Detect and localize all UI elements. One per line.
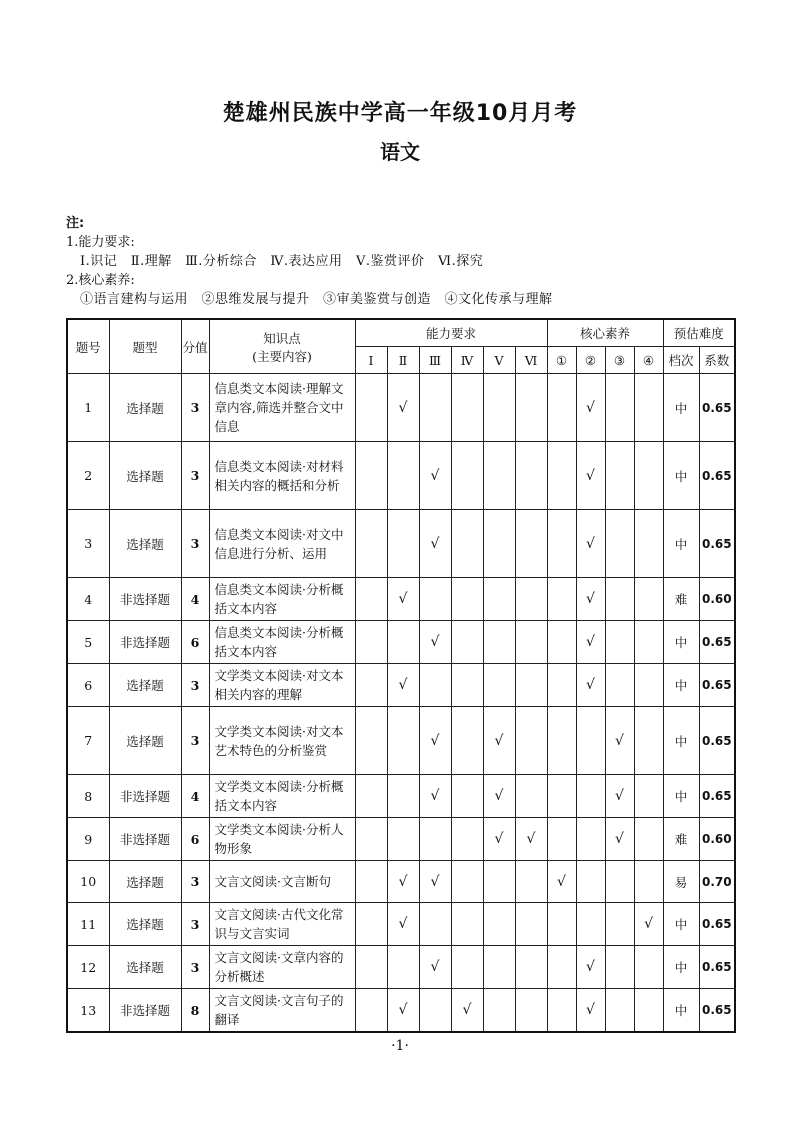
cell-ability-3: √ bbox=[419, 510, 451, 578]
cell-ability-1 bbox=[355, 664, 387, 707]
cell-ability-6 bbox=[515, 621, 547, 664]
cell-core-4 bbox=[634, 818, 663, 861]
cell-ability-2 bbox=[387, 621, 419, 664]
cell-ability-4 bbox=[451, 578, 483, 621]
cell-ability-5 bbox=[483, 442, 515, 510]
cell-core-2: √ bbox=[576, 621, 605, 664]
cell-ability-6 bbox=[515, 442, 547, 510]
cell-core-1 bbox=[547, 775, 576, 818]
cell-ability-4 bbox=[451, 664, 483, 707]
cell-ability-4: √ bbox=[451, 989, 483, 1033]
cell-ability-2 bbox=[387, 510, 419, 578]
ability-title: 1.能力要求: bbox=[66, 235, 135, 250]
cell-level: 中 bbox=[663, 903, 699, 946]
header-core-3: ③ bbox=[605, 347, 634, 374]
cell-core-3 bbox=[605, 442, 634, 510]
cell-type: 选择题 bbox=[109, 903, 181, 946]
cell-level: 中 bbox=[663, 707, 699, 775]
cell-ability-5 bbox=[483, 374, 515, 442]
cell-score: 3 bbox=[181, 861, 209, 903]
cell-knowledge: 文言文阅读·文言句子的翻译 bbox=[209, 989, 355, 1033]
cell-ability-1 bbox=[355, 578, 387, 621]
cell-level: 难 bbox=[663, 818, 699, 861]
table-row bbox=[67, 374, 735, 442]
cell-ability-4 bbox=[451, 707, 483, 775]
cell-score: 4 bbox=[181, 578, 209, 621]
header-core-4: ④ bbox=[634, 347, 663, 374]
cell-core-3 bbox=[605, 861, 634, 903]
cell-ability-4 bbox=[451, 374, 483, 442]
cell-ability-5: √ bbox=[483, 775, 515, 818]
cell-core-4 bbox=[634, 946, 663, 989]
cell-core-3 bbox=[605, 989, 634, 1033]
cell-core-4 bbox=[634, 707, 663, 775]
cell-score: 4 bbox=[181, 775, 209, 818]
cell-level: 难 bbox=[663, 578, 699, 621]
cell-ability-6: √ bbox=[515, 818, 547, 861]
cell-score: 3 bbox=[181, 707, 209, 775]
cell-ability-6 bbox=[515, 707, 547, 775]
cell-ability-4 bbox=[451, 510, 483, 578]
cell-type: 非选择题 bbox=[109, 578, 181, 621]
cell-ability-3 bbox=[419, 578, 451, 621]
notes-section bbox=[66, 214, 766, 309]
notes-head: 注: bbox=[66, 216, 85, 231]
cell-ability-5 bbox=[483, 510, 515, 578]
cell-ability-2 bbox=[387, 818, 419, 861]
cell-ability-3 bbox=[419, 818, 451, 861]
cell-level: 中 bbox=[663, 775, 699, 818]
cell-core-4 bbox=[634, 442, 663, 510]
cell-knowledge: 信息类文本阅读·分析概括文本内容 bbox=[209, 578, 355, 621]
cell-ability-3 bbox=[419, 664, 451, 707]
header-row-1 bbox=[67, 319, 735, 347]
cell-core-3 bbox=[605, 578, 634, 621]
table-row bbox=[67, 818, 735, 861]
cell-ability-6 bbox=[515, 989, 547, 1033]
cell-core-1 bbox=[547, 621, 576, 664]
cell-core-4 bbox=[634, 374, 663, 442]
cell-core-2 bbox=[576, 818, 605, 861]
cell-ability-6 bbox=[515, 510, 547, 578]
cell-core-2: √ bbox=[576, 664, 605, 707]
header-type: 题型 bbox=[109, 319, 181, 374]
cell-score: 6 bbox=[181, 621, 209, 664]
cell-ability-4 bbox=[451, 442, 483, 510]
cell-coef: 0.70 bbox=[699, 861, 735, 903]
table-row bbox=[67, 989, 735, 1033]
cell-ability-3: √ bbox=[419, 946, 451, 989]
table-row bbox=[67, 903, 735, 946]
cell-coef: 0.60 bbox=[699, 578, 735, 621]
cell-type: 选择题 bbox=[109, 946, 181, 989]
cell-num: 2 bbox=[67, 442, 109, 510]
table-row bbox=[67, 946, 735, 989]
table-row bbox=[67, 578, 735, 621]
header-core: 核心素养 bbox=[547, 319, 663, 347]
cell-ability-5 bbox=[483, 664, 515, 707]
cell-core-2 bbox=[576, 775, 605, 818]
table-row bbox=[67, 621, 735, 664]
cell-ability-2: √ bbox=[387, 664, 419, 707]
cell-level: 中 bbox=[663, 442, 699, 510]
cell-core-1 bbox=[547, 374, 576, 442]
cell-core-1: √ bbox=[547, 861, 576, 903]
cell-core-1 bbox=[547, 903, 576, 946]
cell-ability-5 bbox=[483, 621, 515, 664]
cell-core-1 bbox=[547, 946, 576, 989]
core-title: 2.核心素养: bbox=[66, 273, 135, 288]
core-items: ①语言建构与运用 ②思维发展与提升 ③审美鉴赏与创造 ④文化传承与理解 bbox=[80, 292, 553, 307]
cell-type: 选择题 bbox=[109, 374, 181, 442]
table-row bbox=[67, 664, 735, 707]
cell-type: 选择题 bbox=[109, 664, 181, 707]
cell-knowledge: 文言文阅读·古代文化常识与文言实词 bbox=[209, 903, 355, 946]
cell-ability-3: √ bbox=[419, 621, 451, 664]
cell-ability-4 bbox=[451, 903, 483, 946]
cell-score: 8 bbox=[181, 989, 209, 1033]
cell-core-3: √ bbox=[605, 775, 634, 818]
cell-core-1 bbox=[547, 578, 576, 621]
cell-ability-6 bbox=[515, 903, 547, 946]
cell-ability-5 bbox=[483, 861, 515, 903]
cell-ability-6 bbox=[515, 664, 547, 707]
cell-ability-2 bbox=[387, 707, 419, 775]
cell-ability-1 bbox=[355, 818, 387, 861]
cell-ability-5 bbox=[483, 578, 515, 621]
cell-ability-1 bbox=[355, 374, 387, 442]
cell-level: 中 bbox=[663, 374, 699, 442]
cell-type: 选择题 bbox=[109, 707, 181, 775]
cell-core-4 bbox=[634, 664, 663, 707]
cell-core-3 bbox=[605, 664, 634, 707]
cell-core-3 bbox=[605, 903, 634, 946]
cell-knowledge: 信息类文本阅读·对文中信息进行分析、运用 bbox=[209, 510, 355, 578]
cell-ability-2: √ bbox=[387, 374, 419, 442]
cell-ability-1 bbox=[355, 946, 387, 989]
cell-ability-3 bbox=[419, 903, 451, 946]
cell-ability-4 bbox=[451, 621, 483, 664]
cell-core-4 bbox=[634, 578, 663, 621]
cell-ability-2: √ bbox=[387, 903, 419, 946]
subject-title: 语文 bbox=[380, 140, 420, 164]
cell-level: 中 bbox=[663, 621, 699, 664]
header-core-2: ② bbox=[576, 347, 605, 374]
cell-core-1 bbox=[547, 818, 576, 861]
cell-knowledge: 文学类文本阅读·对文本相关内容的理解 bbox=[209, 664, 355, 707]
question-table bbox=[66, 318, 736, 1033]
cell-coef: 0.65 bbox=[699, 510, 735, 578]
cell-ability-6 bbox=[515, 775, 547, 818]
cell-type: 非选择题 bbox=[109, 989, 181, 1033]
cell-num: 10 bbox=[67, 861, 109, 903]
cell-coef: 0.65 bbox=[699, 989, 735, 1033]
cell-num: 1 bbox=[67, 374, 109, 442]
cell-knowledge: 文学类文本阅读·分析人物形象 bbox=[209, 818, 355, 861]
cell-level: 中 bbox=[663, 664, 699, 707]
header-knowledge-label: 知识点 bbox=[263, 330, 301, 346]
cell-score: 3 bbox=[181, 903, 209, 946]
cell-core-2: √ bbox=[576, 442, 605, 510]
cell-core-2: √ bbox=[576, 578, 605, 621]
cell-score: 3 bbox=[181, 442, 209, 510]
cell-core-4 bbox=[634, 621, 663, 664]
cell-core-4: √ bbox=[634, 903, 663, 946]
cell-ability-5: √ bbox=[483, 818, 515, 861]
cell-ability-5 bbox=[483, 903, 515, 946]
cell-core-4 bbox=[634, 861, 663, 903]
cell-coef: 0.65 bbox=[699, 374, 735, 442]
cell-type: 选择题 bbox=[109, 442, 181, 510]
cell-ability-6 bbox=[515, 374, 547, 442]
table-row bbox=[67, 442, 735, 510]
cell-core-1 bbox=[547, 442, 576, 510]
cell-num: 11 bbox=[67, 903, 109, 946]
cell-core-4 bbox=[634, 989, 663, 1033]
cell-core-3 bbox=[605, 510, 634, 578]
header-level: 档次 bbox=[663, 347, 699, 374]
cell-core-2: √ bbox=[576, 946, 605, 989]
cell-core-4 bbox=[634, 775, 663, 818]
header-num: 题号 bbox=[67, 319, 109, 374]
cell-knowledge: 文学类文本阅读·对文本艺术特色的分析鉴赏 bbox=[209, 707, 355, 775]
cell-coef: 0.65 bbox=[699, 775, 735, 818]
cell-num: 3 bbox=[67, 510, 109, 578]
table-row bbox=[67, 775, 735, 818]
cell-score: 3 bbox=[181, 510, 209, 578]
cell-ability-2 bbox=[387, 946, 419, 989]
cell-ability-5 bbox=[483, 989, 515, 1033]
cell-ability-2: √ bbox=[387, 578, 419, 621]
header-ability-4: Ⅳ bbox=[451, 347, 483, 374]
cell-core-2 bbox=[576, 707, 605, 775]
header-ability-2: Ⅱ bbox=[387, 347, 419, 374]
cell-num: 9 bbox=[67, 818, 109, 861]
cell-ability-2: √ bbox=[387, 861, 419, 903]
cell-num: 6 bbox=[67, 664, 109, 707]
cell-coef: 0.65 bbox=[699, 707, 735, 775]
cell-ability-6 bbox=[515, 861, 547, 903]
cell-ability-1 bbox=[355, 989, 387, 1033]
cell-ability-3 bbox=[419, 374, 451, 442]
cell-level: 易 bbox=[663, 861, 699, 903]
page-number: ·1· bbox=[391, 1038, 409, 1054]
cell-ability-1 bbox=[355, 442, 387, 510]
cell-coef: 0.65 bbox=[699, 621, 735, 664]
ability-items: Ⅰ.识记 Ⅱ.理解 Ⅲ.分析综合 Ⅳ.表达应用 Ⅴ.鉴赏评价 Ⅵ.探究 bbox=[80, 254, 484, 269]
cell-ability-2: √ bbox=[387, 989, 419, 1033]
cell-core-3 bbox=[605, 946, 634, 989]
cell-ability-1 bbox=[355, 775, 387, 818]
header-ability-5: Ⅴ bbox=[483, 347, 515, 374]
cell-ability-4 bbox=[451, 818, 483, 861]
table-row bbox=[67, 707, 735, 775]
page-title: 楚雄州民族中学高一年级10月月考 bbox=[222, 101, 578, 126]
header-ability: 能力要求 bbox=[355, 319, 547, 347]
cell-score: 3 bbox=[181, 374, 209, 442]
cell-core-2: √ bbox=[576, 374, 605, 442]
cell-core-2 bbox=[576, 861, 605, 903]
cell-core-1 bbox=[547, 989, 576, 1033]
cell-type: 非选择题 bbox=[109, 818, 181, 861]
cell-score: 3 bbox=[181, 664, 209, 707]
header-core-1: ① bbox=[547, 347, 576, 374]
cell-num: 12 bbox=[67, 946, 109, 989]
cell-type: 选择题 bbox=[109, 510, 181, 578]
table-row bbox=[67, 861, 735, 903]
cell-core-3 bbox=[605, 621, 634, 664]
cell-ability-3: √ bbox=[419, 861, 451, 903]
cell-num: 8 bbox=[67, 775, 109, 818]
cell-core-3: √ bbox=[605, 707, 634, 775]
cell-ability-6 bbox=[515, 578, 547, 621]
cell-knowledge: 信息类文本阅读·分析概括文本内容 bbox=[209, 621, 355, 664]
cell-score: 3 bbox=[181, 946, 209, 989]
cell-ability-3: √ bbox=[419, 775, 451, 818]
cell-core-2: √ bbox=[576, 989, 605, 1033]
cell-knowledge: 文言文阅读·文言断句 bbox=[209, 861, 355, 903]
cell-ability-3 bbox=[419, 989, 451, 1033]
cell-core-1 bbox=[547, 664, 576, 707]
cell-type: 选择题 bbox=[109, 861, 181, 903]
header-knowledge bbox=[209, 319, 355, 374]
cell-ability-3: √ bbox=[419, 707, 451, 775]
cell-ability-1 bbox=[355, 707, 387, 775]
cell-ability-1 bbox=[355, 903, 387, 946]
cell-coef: 0.65 bbox=[699, 946, 735, 989]
cell-ability-4 bbox=[451, 861, 483, 903]
cell-type: 非选择题 bbox=[109, 775, 181, 818]
header-difficulty: 预估难度 bbox=[663, 319, 735, 347]
cell-num: 4 bbox=[67, 578, 109, 621]
header-score: 分值 bbox=[181, 319, 209, 374]
cell-ability-5 bbox=[483, 946, 515, 989]
cell-core-1 bbox=[547, 707, 576, 775]
header-ability-1: Ⅰ bbox=[355, 347, 387, 374]
cell-level: 中 bbox=[663, 989, 699, 1033]
cell-ability-2 bbox=[387, 775, 419, 818]
cell-knowledge: 信息类文本阅读·理解文章内容,筛选并整合文中信息 bbox=[209, 374, 355, 442]
cell-core-2 bbox=[576, 903, 605, 946]
cell-ability-1 bbox=[355, 510, 387, 578]
header-coef: 系数 bbox=[699, 347, 735, 374]
cell-core-3 bbox=[605, 374, 634, 442]
header-ability-6: Ⅵ bbox=[515, 347, 547, 374]
cell-coef: 0.65 bbox=[699, 664, 735, 707]
cell-coef: 0.65 bbox=[699, 903, 735, 946]
cell-level: 中 bbox=[663, 510, 699, 578]
cell-core-2: √ bbox=[576, 510, 605, 578]
cell-num: 5 bbox=[67, 621, 109, 664]
cell-ability-5: √ bbox=[483, 707, 515, 775]
cell-ability-4 bbox=[451, 946, 483, 989]
cell-core-1 bbox=[547, 510, 576, 578]
cell-ability-3: √ bbox=[419, 442, 451, 510]
cell-coef: 0.65 bbox=[699, 442, 735, 510]
header-ability-3: Ⅲ bbox=[419, 347, 451, 374]
table-row bbox=[67, 510, 735, 578]
cell-num: 13 bbox=[67, 989, 109, 1033]
header-knowledge-sub: (主要内容) bbox=[252, 348, 312, 364]
cell-ability-6 bbox=[515, 946, 547, 989]
cell-knowledge: 文学类文本阅读·分析概括文本内容 bbox=[209, 775, 355, 818]
cell-type: 非选择题 bbox=[109, 621, 181, 664]
cell-knowledge: 信息类文本阅读·对材料相关内容的概括和分析 bbox=[209, 442, 355, 510]
cell-ability-1 bbox=[355, 861, 387, 903]
cell-core-4 bbox=[634, 510, 663, 578]
cell-core-3: √ bbox=[605, 818, 634, 861]
cell-ability-2 bbox=[387, 442, 419, 510]
cell-score: 6 bbox=[181, 818, 209, 861]
cell-num: 7 bbox=[67, 707, 109, 775]
cell-ability-1 bbox=[355, 621, 387, 664]
cell-ability-4 bbox=[451, 775, 483, 818]
cell-level: 中 bbox=[663, 946, 699, 989]
cell-knowledge: 文言文阅读·文章内容的分析概述 bbox=[209, 946, 355, 989]
table-body bbox=[67, 374, 735, 1033]
cell-coef: 0.60 bbox=[699, 818, 735, 861]
